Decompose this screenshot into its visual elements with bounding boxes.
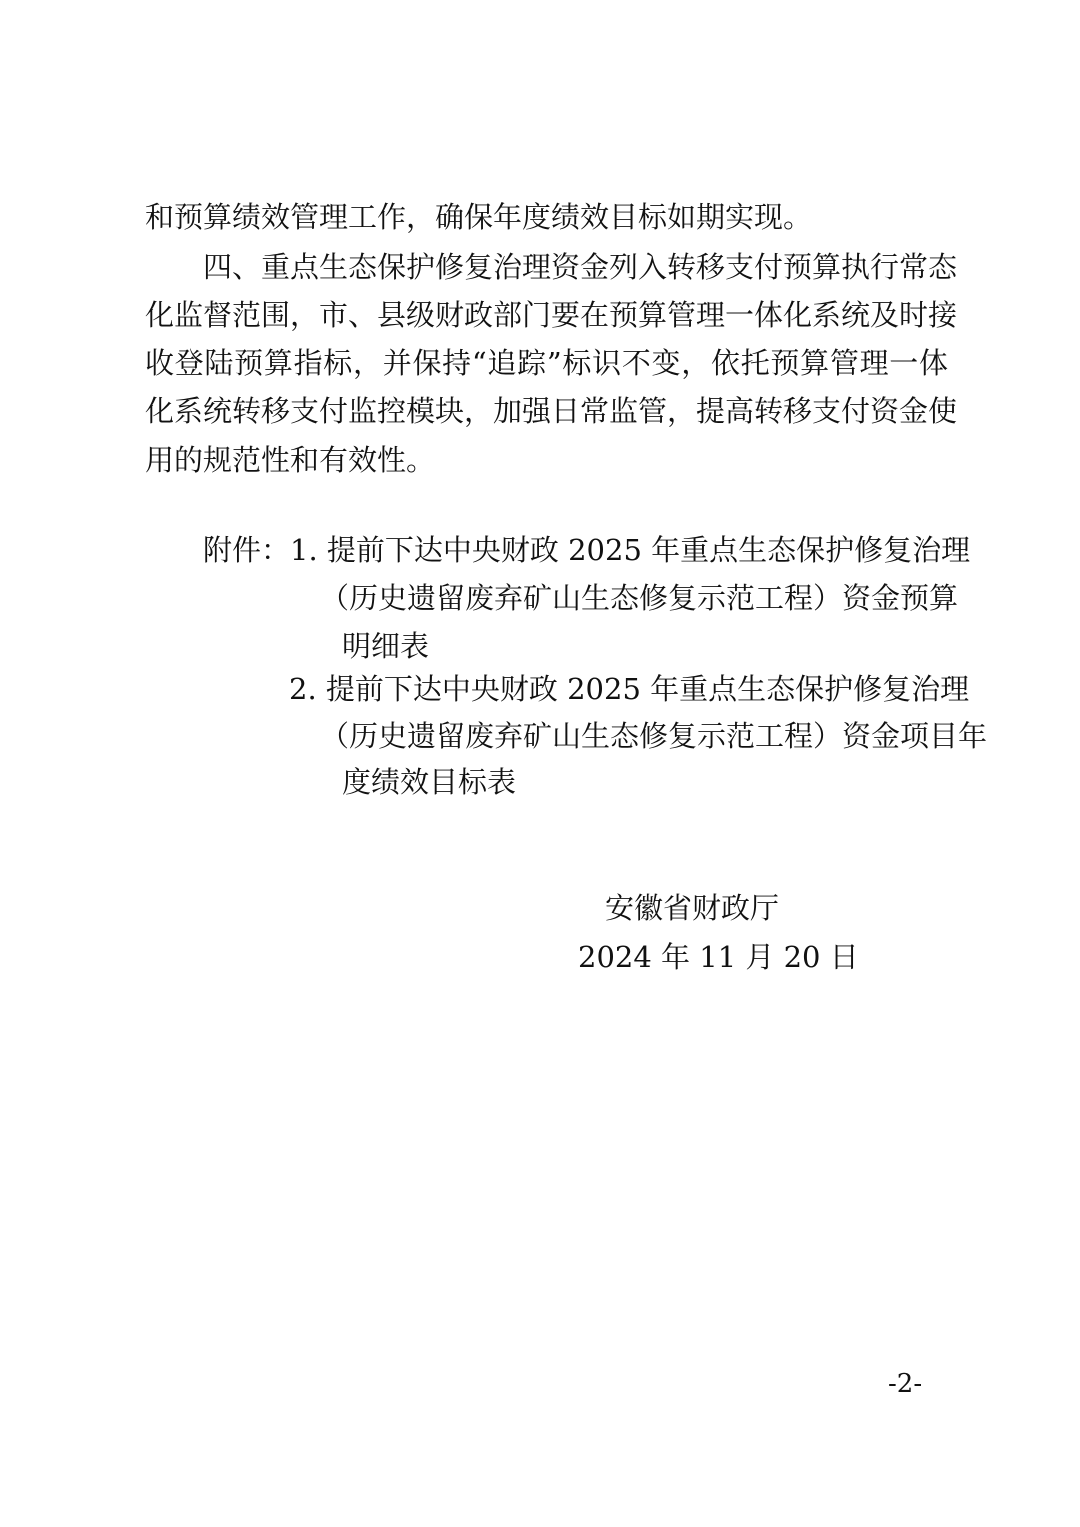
body-line-6: 用的规范性和有效性。 bbox=[145, 443, 436, 477]
attachment-2-line-3: 度绩效目标表 bbox=[342, 765, 517, 799]
attachment-1-line-2: （历史遗留废弃矿山生态修复示范工程）资金预算 bbox=[320, 581, 959, 615]
attachment-1-line-3: 明细表 bbox=[342, 629, 430, 663]
page-number: -2- bbox=[888, 1369, 923, 1399]
attachment-2-line-2: （历史遗留废弃矿山生态修复示范工程）资金项目年 bbox=[320, 719, 988, 753]
body-line-5: 化系统转移支付监控模块，加强日常监管，提高转移支付资金使 bbox=[145, 394, 958, 428]
body-line-1: 和预算绩效管理工作，确保年度绩效目标如期实现。 bbox=[145, 200, 813, 234]
issuer-name: 安徽省财政厅 bbox=[605, 891, 780, 925]
attachment-2-line-1: 2. 提前下达中央财政 2025 年重点生态保护修复治理 bbox=[289, 672, 970, 706]
issue-date: 2024 年 11 月 20 日 bbox=[578, 940, 859, 974]
body-line-3: 化监督范围，市、县级财政部门要在预算管理一体化系统及时接 bbox=[145, 298, 958, 332]
body-line-4: 收登陆预算指标，并保持“追踪”标识不变，依托预算管理一体 bbox=[145, 346, 948, 380]
body-line-2: 四、重点生态保护修复治理资金列入转移支付预算执行常态 bbox=[203, 250, 958, 284]
attachment-1-line-1: 附件：1. 提前下达中央财政 2025 年重点生态保护修复治理 bbox=[203, 533, 971, 567]
